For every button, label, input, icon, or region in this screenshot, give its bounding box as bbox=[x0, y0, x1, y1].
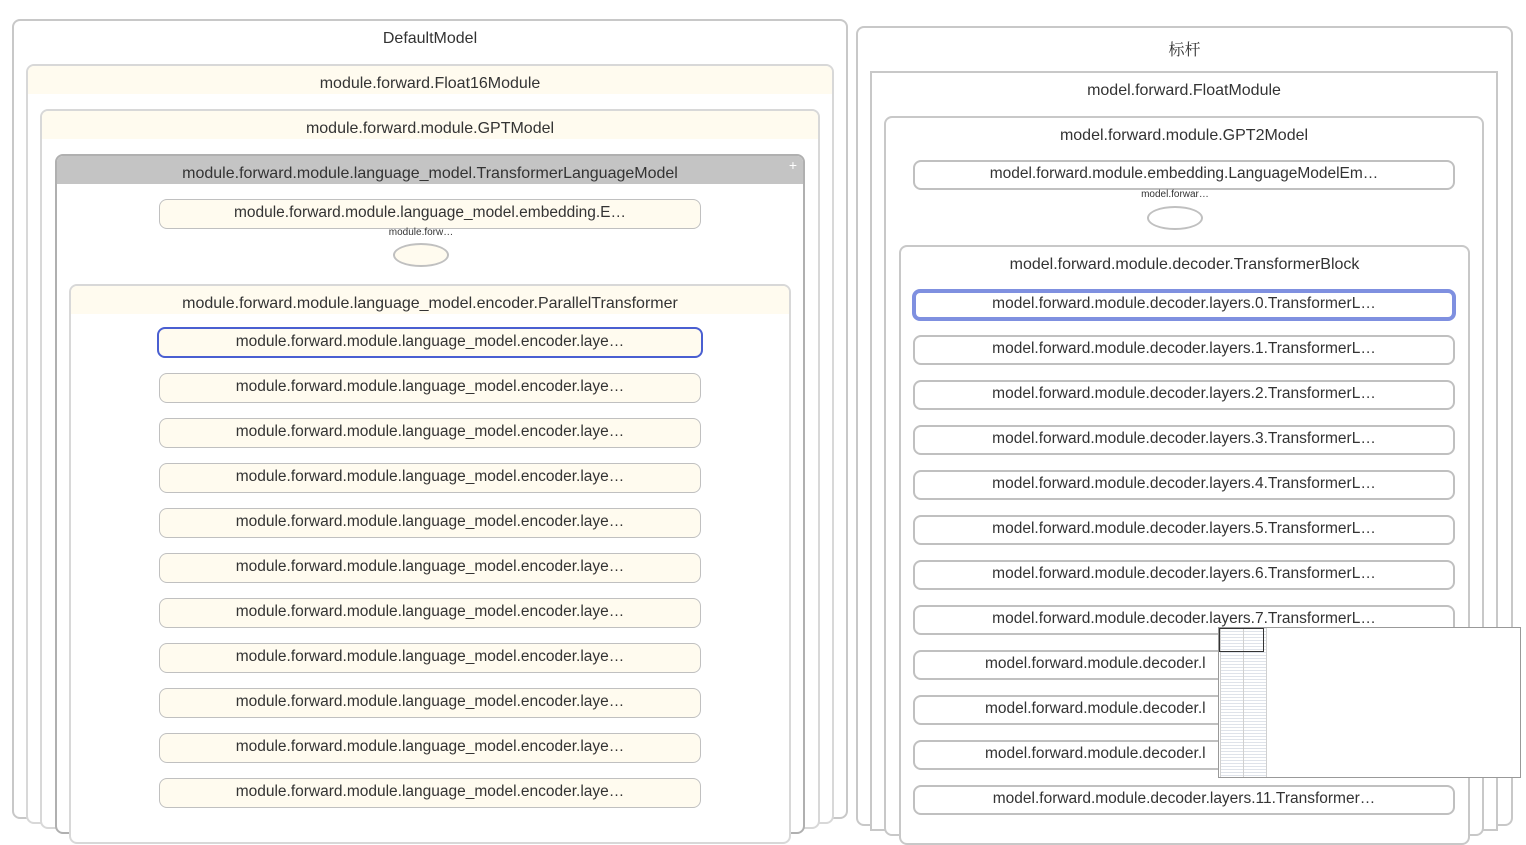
left-encoder-layer-node[interactable]: module.forward.module.language_model.encoder.laye… bbox=[159, 778, 701, 808]
right-decoder-layer-node[interactable]: model.forward.module.decoder.layers.11.Transformer… bbox=[913, 785, 1455, 815]
right-decoder-layer-node[interactable]: model.forward.module.decoder.l bbox=[913, 695, 1455, 725]
gpt-model-title: module.forward.module.GPTModel bbox=[305, 120, 555, 137]
minimap[interactable] bbox=[1218, 627, 1521, 778]
right-decoder-layer-node[interactable]: model.forward.module.decoder.layers.0.TransformerL… bbox=[912, 289, 1456, 321]
float-module-title: model.forward.FloatModule bbox=[1087, 82, 1281, 99]
right-decoder-layer-node[interactable]: model.forward.module.decoder.layers.5.TransformerL… bbox=[913, 515, 1455, 545]
expand-icon[interactable]: + bbox=[788, 157, 797, 173]
left-encoder-layer-node[interactable]: module.forward.module.language_model.encoder.laye… bbox=[159, 508, 701, 538]
float16-module-title: module.forward.Float16Module bbox=[319, 75, 541, 92]
left-encoder-layer-node[interactable]: module.forward.module.language_model.encoder.laye… bbox=[159, 688, 701, 718]
right-decoder-layer-node[interactable]: model.forward.module.decoder.layers.3.TransformerL… bbox=[913, 425, 1455, 455]
right-decoder-layer-node[interactable]: model.forward.module.decoder.l bbox=[913, 740, 1455, 770]
left-root-title: DefaultModel bbox=[382, 30, 478, 47]
right-decoder-layer-node[interactable]: model.forward.module.decoder.layers.4.TransformerL… bbox=[913, 470, 1455, 500]
left-encoder-layer-node[interactable]: module.forward.module.language_model.encoder.laye… bbox=[159, 598, 701, 628]
transformer-block-title: model.forward.module.decoder.TransformerBlock bbox=[1009, 256, 1360, 273]
left-encoder-layer-node[interactable]: module.forward.module.language_model.encoder.laye… bbox=[159, 553, 701, 583]
right-decoder-layer-node[interactable]: model.forward.module.decoder.layers.7.TransformerL… bbox=[913, 605, 1455, 635]
left-encoder-layer-node[interactable]: module.forward.module.language_model.encoder.laye… bbox=[159, 418, 701, 448]
left-embedding-node[interactable]: module.forward.module.language_model.embedding.E… bbox=[159, 199, 701, 229]
left-embedding-output-node[interactable] bbox=[393, 243, 449, 267]
right-embedding-output-label: model.forwar… bbox=[1141, 189, 1209, 200]
right-embedding-output-node[interactable] bbox=[1147, 206, 1203, 230]
right-embedding-node[interactable]: model.forward.module.embedding.LanguageModelEm… bbox=[913, 160, 1455, 190]
gpt2-model-title: model.forward.module.GPT2Model bbox=[1059, 127, 1309, 144]
left-encoder-layer-node[interactable]: module.forward.module.language_model.encoder.laye… bbox=[159, 643, 701, 673]
minimap-viewport[interactable] bbox=[1219, 628, 1264, 652]
left-encoder-layer-node[interactable]: module.forward.module.language_model.encoder.laye… bbox=[157, 327, 703, 358]
left-embedding-output-label: module.forw… bbox=[388, 227, 454, 238]
right-decoder-layer-node[interactable]: model.forward.module.decoder.layers.2.TransformerL… bbox=[913, 380, 1455, 410]
right-decoder-layer-node[interactable]: model.forward.module.decoder.layers.1.TransformerL… bbox=[913, 335, 1455, 365]
left-encoder-layer-node[interactable]: module.forward.module.language_model.encoder.laye… bbox=[159, 463, 701, 493]
left-encoder-layer-node[interactable]: module.forward.module.language_model.encoder.laye… bbox=[159, 373, 701, 403]
right-root-title: 标杆 bbox=[1168, 42, 1201, 59]
right-decoder-layer-node[interactable]: model.forward.module.decoder.layers.6.TransformerL… bbox=[913, 560, 1455, 590]
left-encoder-layer-node[interactable]: module.forward.module.language_model.encoder.laye… bbox=[159, 733, 701, 763]
right-decoder-layer-node[interactable]: model.forward.module.decoder.l bbox=[913, 650, 1455, 680]
parallel-transformer-title: module.forward.module.language_model.encoder.ParallelTransformer bbox=[182, 295, 678, 312]
language-model-title: module.forward.module.language_model.TransformerLanguageModel bbox=[182, 165, 678, 182]
